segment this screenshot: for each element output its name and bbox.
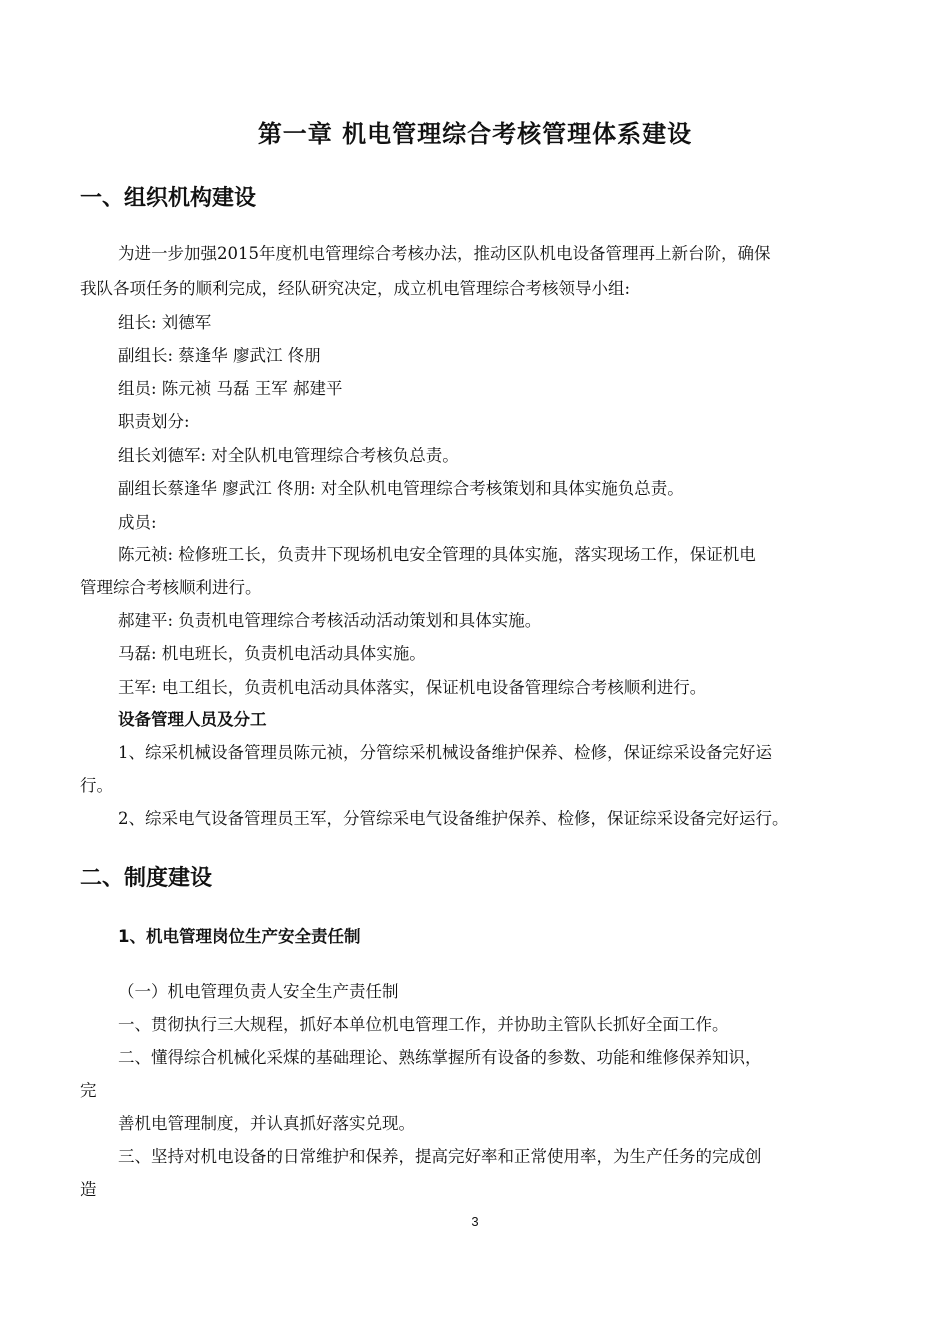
deputy-leaders-line: 副组长: 蔡逢华 廖武江 佟朋 [118, 346, 321, 365]
duty-ma-line: 马磊: 机电班长，负责机电活动具体实施。 [118, 644, 426, 663]
duties-label: 职责划分: [118, 412, 190, 431]
duty-chen-line: 管理综合考核顺利进行。 [80, 578, 262, 597]
duty-deputy-line: 副组长蔡逢华 廖武江 佟朋: 对全队机电管理综合考核策划和具体实施负总责。 [118, 479, 684, 498]
paragraph-line: 我队各项任务的顺利完成，经队研究决定，成立机电管理综合考核领导小组: [80, 279, 631, 298]
duty-hao-line: 郝建平: 负责机电管理综合考核活动活动策划和具体实施。 [118, 611, 542, 630]
duty-leader-line: 组长刘德军: 对全队机电管理综合考核负总责。 [118, 446, 459, 465]
clause-title: （一）机电管理负责人安全生产责任制 [118, 982, 399, 1001]
subheading-responsibility: 1、机电管理岗位生产安全责任制 [118, 927, 361, 946]
equipment-subheading: 设备管理人员及分工 [118, 710, 267, 729]
paragraph-line: 为进一步加强2015年度机电管理综合考核办法，推动区队机电设备管理再上新台阶，确保 [118, 244, 771, 263]
clause-item-line: 造 [80, 1180, 97, 1199]
members-line: 组员: 陈元祯 马磊 王军 郝建平 [118, 379, 343, 398]
equip-item-line: 行。 [80, 776, 113, 795]
duty-wang-line: 王军: 电工组长，负责机电活动具体落实，保证机电设备管理综合考核顺利进行。 [118, 678, 707, 697]
members-label: 成员: [118, 513, 157, 532]
clause-item-line: 三、坚持对机电设备的日常维护和保养，提高完好率和正常使用率，为生产任务的完成创 [118, 1147, 762, 1166]
clause-item-line: 善机电管理制度，并认真抓好落实兑现。 [118, 1114, 415, 1133]
leader-line: 组长: 刘德军 [118, 313, 212, 332]
section-heading-organization: 一、组织机构建设 [80, 186, 257, 211]
clause-item-line: 二、懂得综合机械化采煤的基础理论、熟练掌握所有设备的参数、功能和维修保养知识， [118, 1048, 762, 1067]
equip-item-line: 1、综采机械设备管理员陈元祯，分管综采机械设备维护保养、检修，保证综采设备完好运 [118, 743, 772, 762]
section-heading-system: 二、制度建设 [80, 866, 213, 891]
equip-item-line: 2、综采电气设备管理员王军，分管综采电气设备维护保养、检修，保证综采设备完好运行。 [118, 809, 789, 828]
clause-item-line: 完 [80, 1081, 97, 1100]
page-number: 3 [471, 1214, 479, 1229]
duty-chen-line: 陈元祯: 检修班工长，负责井下现场机电安全管理的具体实施，落实现场工作，保证机电 [118, 545, 756, 564]
chapter-title: 第一章 机电管理综合考核管理体系建设 [257, 120, 693, 148]
clause-item-line: 一、贯彻执行三大规程，抓好本单位机电管理工作，并协助主管队长抓好全面工作。 [118, 1015, 729, 1034]
